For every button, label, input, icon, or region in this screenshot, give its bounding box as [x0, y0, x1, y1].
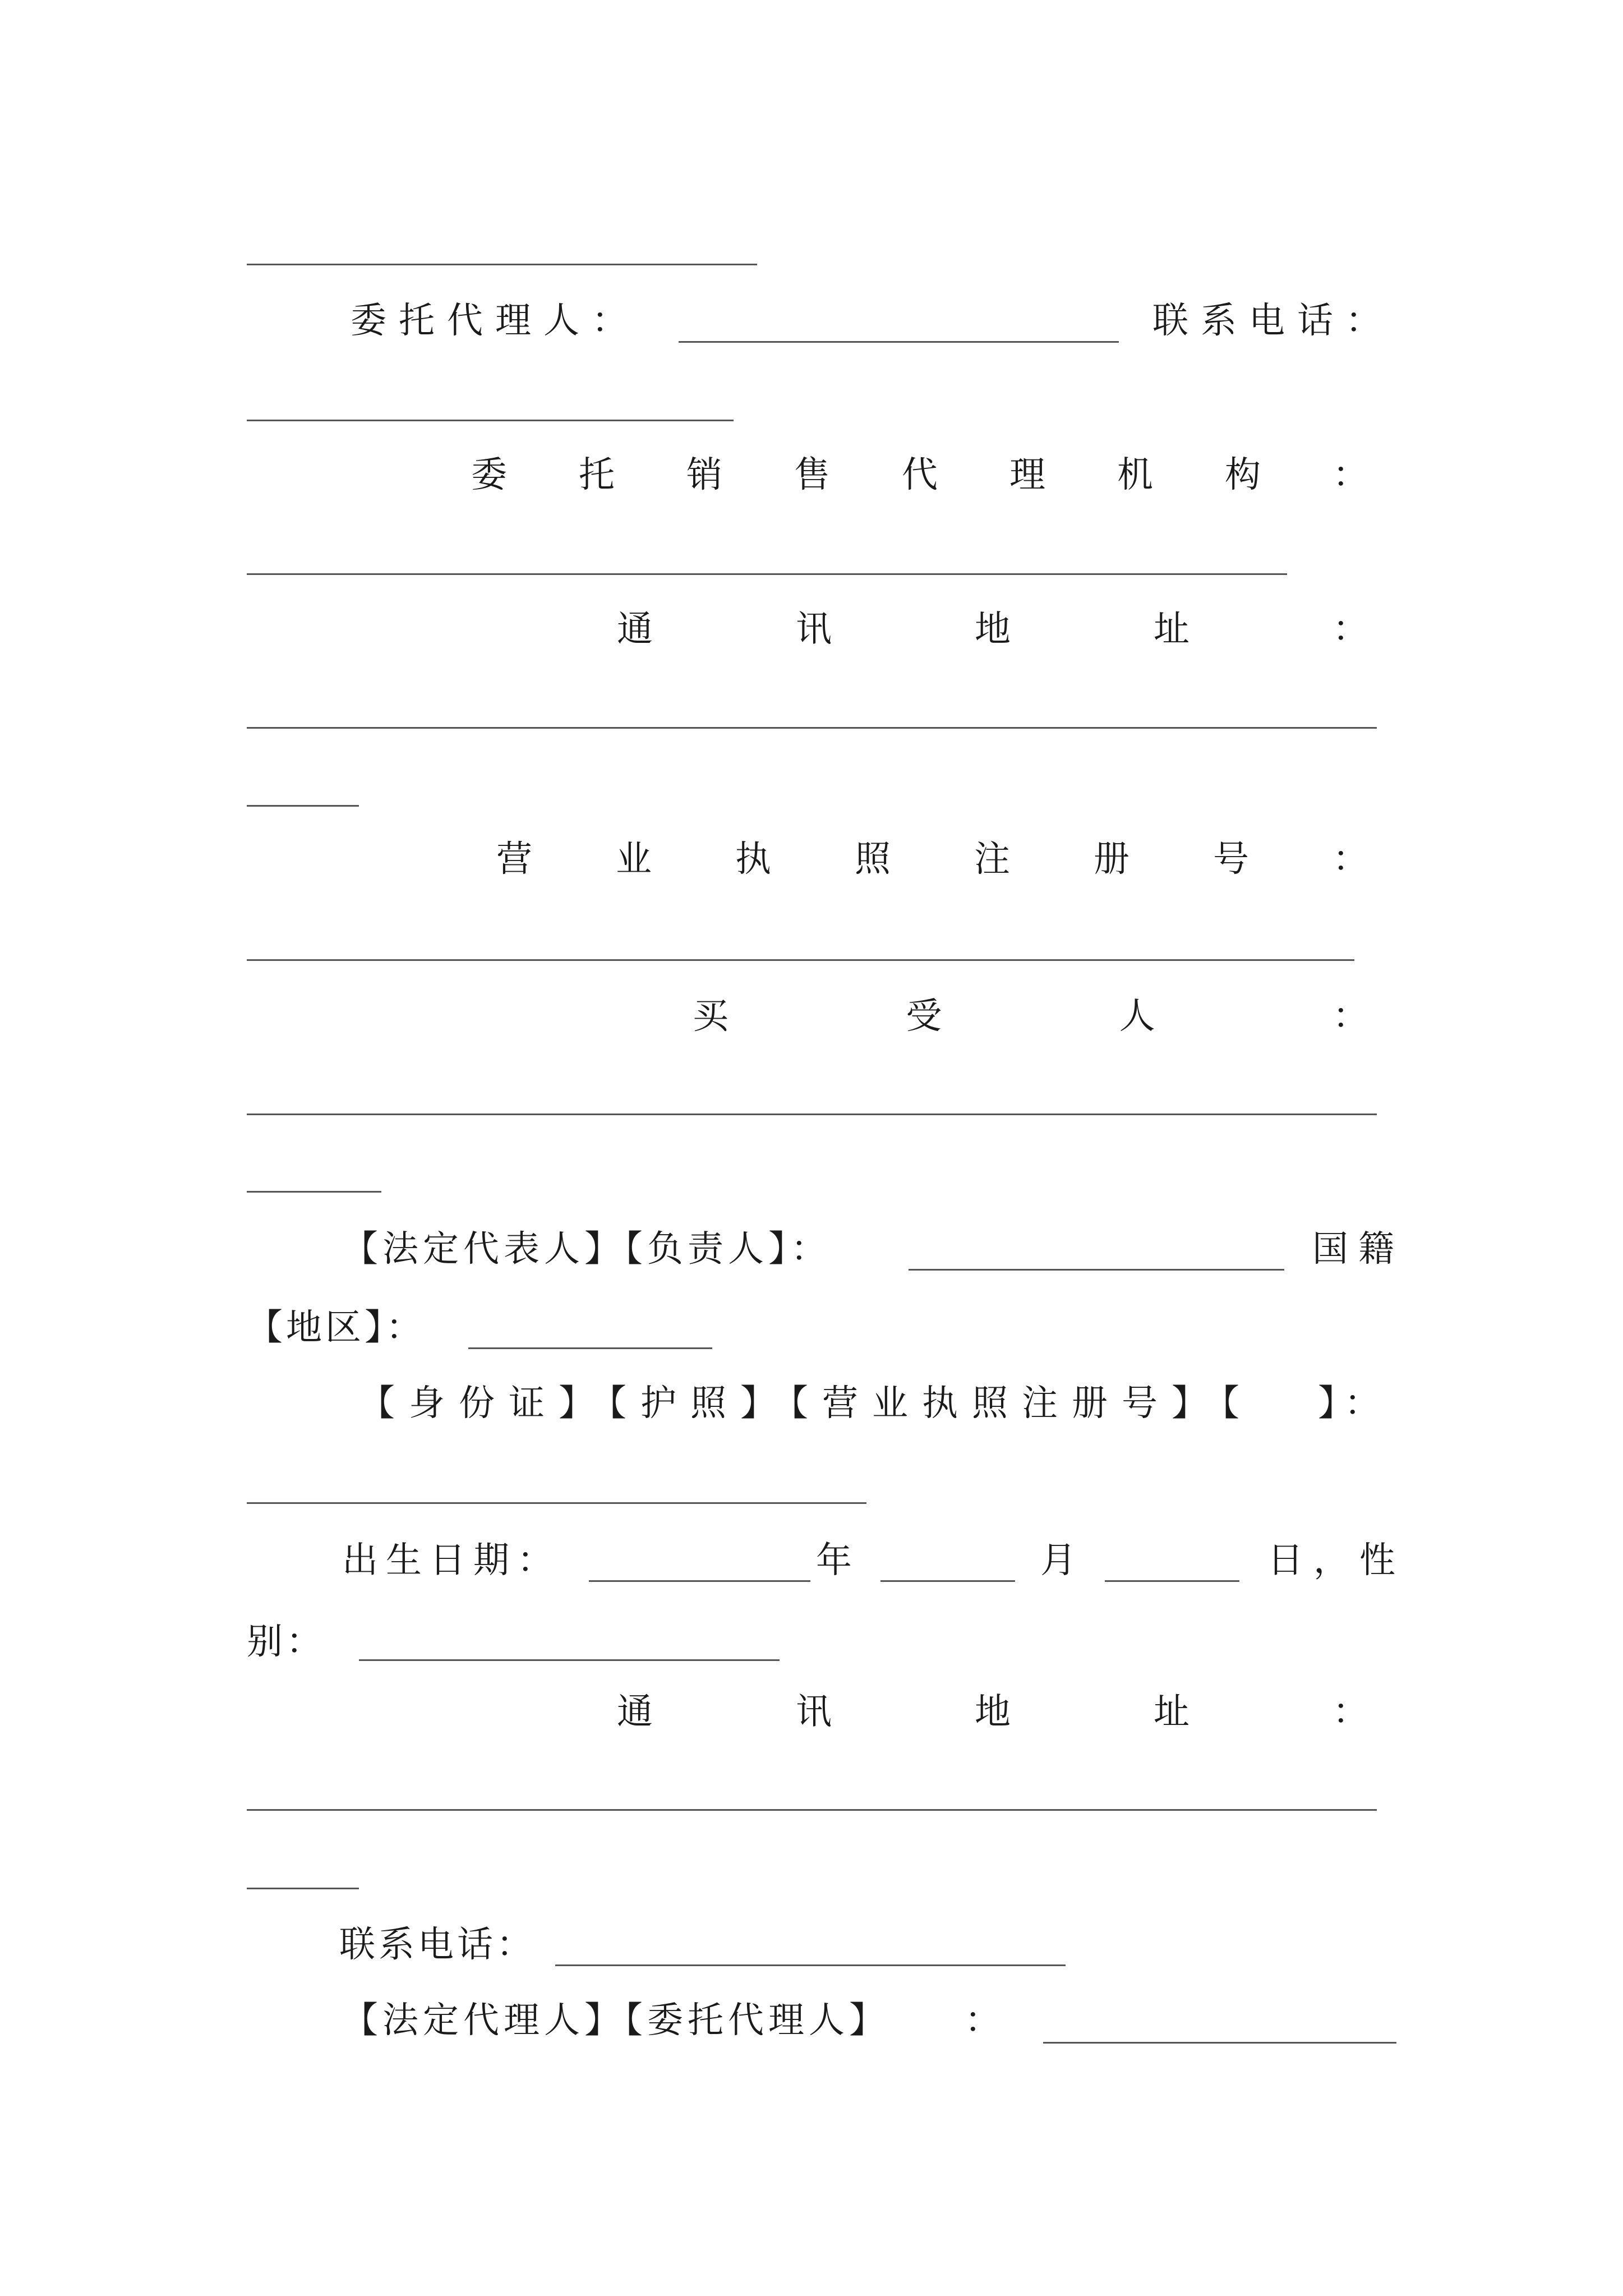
char: 业	[616, 839, 652, 880]
birth-day-field[interactable]	[1105, 1580, 1239, 1582]
char: 执	[735, 839, 771, 880]
region-label: 【地区】：	[247, 1307, 425, 1349]
id-type-label: 【身份证】【护照】【营业执照注册号】【	[359, 1383, 1253, 1424]
char: 地	[975, 1691, 1011, 1733]
legal-agent-field[interactable]	[1043, 2042, 1396, 2044]
char: ：	[1332, 609, 1368, 650]
id-number-field[interactable]	[247, 1502, 866, 1504]
char: 托	[579, 454, 615, 496]
char: 册	[1094, 839, 1129, 880]
char: 照	[855, 839, 891, 880]
gender-field[interactable]	[359, 1659, 780, 1661]
char: 委	[471, 454, 507, 496]
char: 机	[1117, 454, 1153, 496]
sales-agency-label	[471, 454, 1368, 496]
char: 址	[1154, 1691, 1189, 1733]
blank-line[interactable]	[247, 264, 757, 265]
legal-agent-colon: ：	[965, 2000, 1000, 2041]
buyer-label	[693, 996, 1368, 1037]
char: 注	[974, 839, 1010, 880]
char: 通	[617, 609, 653, 650]
buyer-field[interactable]	[247, 1114, 1377, 1115]
char: ：	[1332, 839, 1368, 880]
char: 受	[906, 996, 942, 1037]
char: 讯	[796, 1691, 832, 1733]
id-type-label-end: 】：	[1318, 1383, 1389, 1424]
agent-field[interactable]	[679, 341, 1119, 343]
buyer-field-cont[interactable]	[247, 1191, 381, 1193]
region-field[interactable]	[468, 1347, 712, 1349]
char: 销	[686, 454, 722, 496]
agent-label: 委托代理人：	[351, 300, 640, 342]
license-field[interactable]	[247, 959, 1354, 961]
month-label: 月	[1040, 1540, 1076, 1581]
license-label	[496, 839, 1368, 880]
char: 构	[1225, 454, 1261, 496]
char: 理	[1009, 454, 1045, 496]
gender-label: 别：	[247, 1621, 325, 1663]
char: 买	[693, 996, 728, 1037]
char: 代	[902, 454, 938, 496]
day-gender-label: 日，性	[1267, 1540, 1405, 1581]
legal-rep-field[interactable]	[909, 1269, 1284, 1271]
year-label: 年	[816, 1540, 852, 1581]
char: ：	[1332, 1691, 1368, 1733]
char: 讯	[796, 609, 832, 650]
char: 号	[1213, 839, 1249, 880]
char: 人	[1119, 996, 1155, 1037]
address-field-2-cont[interactable]	[247, 1888, 359, 1889]
char: 营	[496, 839, 532, 880]
legal-agent-label: 【法定代理人】【委托代理人】	[342, 2000, 889, 2041]
birth-label: 出生日期：	[342, 1540, 561, 1581]
address-label-1	[617, 609, 1368, 650]
agent-phone-field[interactable]	[247, 420, 734, 421]
phone-label: 联系电话：	[339, 1924, 536, 1966]
sales-agency-field[interactable]	[247, 573, 1287, 575]
char: 地	[975, 609, 1011, 650]
char: ：	[1332, 454, 1368, 496]
address-field-1-cont[interactable]	[247, 805, 359, 807]
address-label-2	[617, 1691, 1368, 1733]
char: 通	[617, 1691, 653, 1733]
legal-rep-label: 【法定代表人】【负责人】：	[342, 1228, 831, 1270]
phone-field[interactable]	[555, 1964, 1066, 1966]
char: 址	[1154, 609, 1189, 650]
char: ：	[1332, 996, 1368, 1037]
nationality-label: 国籍	[1312, 1228, 1404, 1270]
char: 售	[794, 454, 830, 496]
birth-month-field[interactable]	[880, 1580, 1015, 1582]
birth-year-field[interactable]	[589, 1580, 810, 1582]
agent-phone-label: 联系电话：	[1152, 300, 1394, 342]
address-field-1[interactable]	[247, 727, 1377, 729]
address-field-2[interactable]	[247, 1809, 1377, 1811]
